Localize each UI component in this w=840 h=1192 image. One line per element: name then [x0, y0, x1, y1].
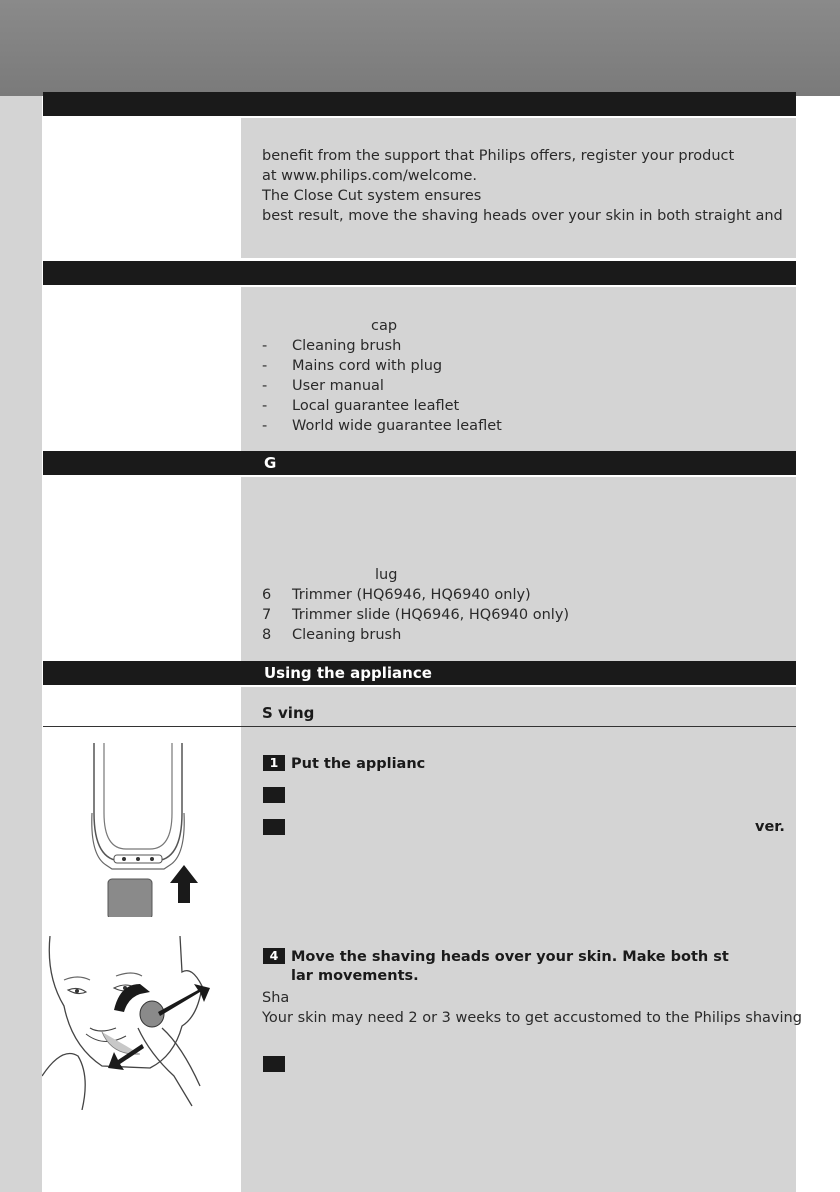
box-cap-label: cap: [371, 318, 398, 334]
figure-pointer-2: [219, 945, 241, 967]
step-2: [263, 787, 291, 808]
left-margin-strip: [0, 96, 42, 1192]
shaving-body-line-1: Sha: [262, 990, 290, 1006]
box-item-2: - Mains cord with plug: [262, 358, 443, 374]
step-3: [263, 819, 291, 840]
step-5: [263, 1056, 291, 1077]
general-plug-fragment: lug: [375, 567, 398, 583]
box-item-4: - Local guarantee leaflet: [262, 398, 460, 414]
step-4: 4 Move the shaving heads over your skin. Make both st: [263, 948, 729, 965]
header-band: [0, 0, 840, 96]
step-3-fragment: ver.: [755, 819, 785, 835]
shaving-subheading: S ving: [262, 704, 315, 722]
section-bar-using: Using the appliance: [43, 661, 796, 685]
shaving-body-line-2: Your skin may need 2 or 3 weeks to get accustomed to the Philips shaving: [262, 1010, 802, 1026]
figure-appliance-put: [42, 743, 218, 917]
general-item-8: 8 Cleaning brush: [262, 627, 402, 643]
figure-shaving-face: [42, 936, 218, 1110]
intro-line-2: at www.philips.com/welcome.: [262, 168, 478, 184]
intro-line-4: best result, move the shaving heads over your skin in both straight and: [262, 208, 783, 224]
general-item-7: 7 Trimmer slide (HQ6946, HQ6940 only): [262, 607, 570, 623]
box-item-1: - Cleaning brush: [262, 338, 402, 354]
section-bar-general: G: [43, 451, 796, 475]
box-item-3: - User manual: [262, 378, 384, 394]
figure-pointer-1: [219, 752, 241, 774]
shaver-illustration: [42, 743, 218, 917]
step-1: 1 Put the applianc: [263, 755, 425, 772]
subhead-rule: [43, 726, 796, 727]
box-item-5: - World wide guarantee leaflet: [262, 418, 502, 434]
general-item-6: 6 Trimmer (HQ6946, HQ6940 only): [262, 587, 531, 603]
section-bar-introduction: [43, 92, 796, 116]
step-4-line-2: lar movements.: [291, 968, 419, 984]
section-bar-box: [43, 261, 796, 285]
intro-line-1: benefit from the support that Philips offers, register your product: [262, 148, 735, 164]
intro-line-3: The Close Cut system ensures: [262, 188, 482, 204]
face-shaving-illustration: [42, 936, 218, 1110]
